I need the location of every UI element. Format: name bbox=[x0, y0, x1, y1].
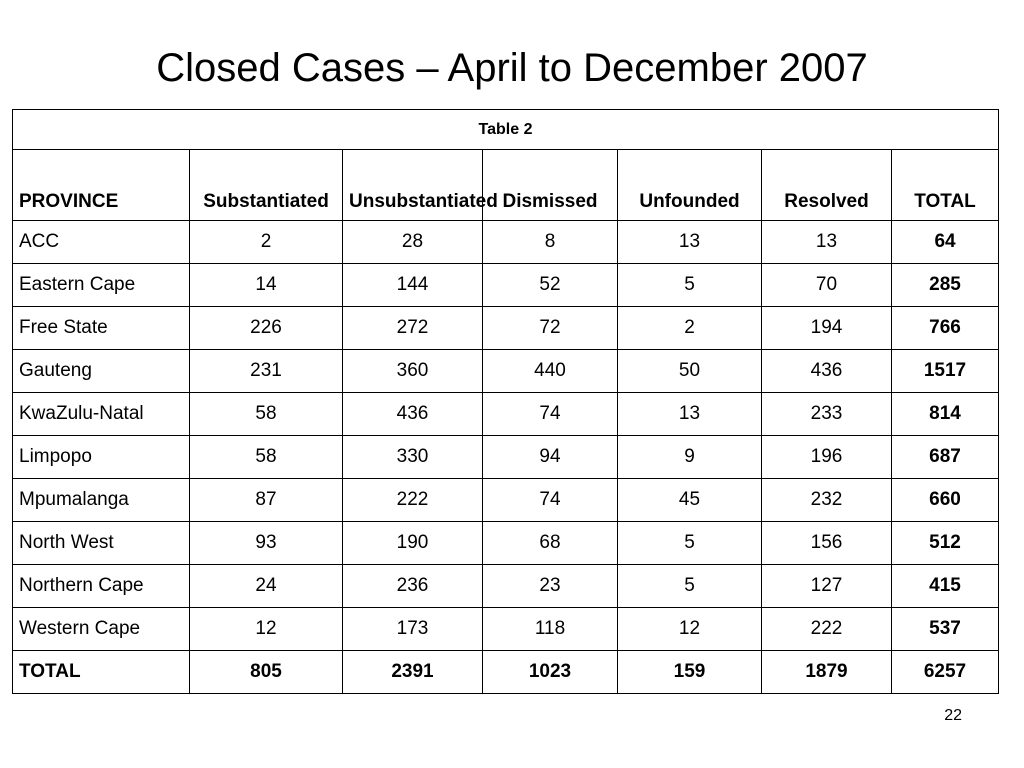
total-substantiated: 805 bbox=[190, 651, 343, 694]
cell-dismissed: 23 bbox=[483, 565, 618, 608]
cell-total: 814 bbox=[892, 393, 999, 436]
cell-total: 660 bbox=[892, 479, 999, 522]
cell-province: ACC bbox=[13, 221, 190, 264]
closed-cases-table bbox=[12, 109, 999, 694]
table-row bbox=[13, 436, 999, 479]
cell-total: 285 bbox=[892, 264, 999, 307]
column-header-province: PROVINCE bbox=[13, 150, 190, 221]
table-row bbox=[13, 608, 999, 651]
cell-substantiated: 2 bbox=[190, 221, 343, 264]
cell-resolved: 233 bbox=[762, 393, 892, 436]
table-row bbox=[13, 307, 999, 350]
cell-unsubstantiated: 28 bbox=[343, 221, 483, 264]
column-header-resolved: Resolved bbox=[762, 150, 892, 221]
total-total: 6257 bbox=[892, 651, 999, 694]
cell-total: 512 bbox=[892, 522, 999, 565]
cell-resolved: 194 bbox=[762, 307, 892, 350]
cell-unfounded: 13 bbox=[618, 393, 762, 436]
cell-total: 415 bbox=[892, 565, 999, 608]
cell-substantiated: 93 bbox=[190, 522, 343, 565]
cell-resolved: 156 bbox=[762, 522, 892, 565]
cell-province: Eastern Cape bbox=[13, 264, 190, 307]
cell-dismissed: 68 bbox=[483, 522, 618, 565]
cell-resolved: 13 bbox=[762, 221, 892, 264]
table-row bbox=[13, 522, 999, 565]
cell-dismissed: 74 bbox=[483, 393, 618, 436]
cell-province: Free State bbox=[13, 307, 190, 350]
cell-dismissed: 72 bbox=[483, 307, 618, 350]
column-header-substantiated: Substantiated bbox=[190, 150, 343, 221]
table-row bbox=[13, 479, 999, 522]
cell-unfounded: 5 bbox=[618, 522, 762, 565]
cell-dismissed: 118 bbox=[483, 608, 618, 651]
table-row bbox=[13, 264, 999, 307]
cell-unsubstantiated: 272 bbox=[343, 307, 483, 350]
total-unsubstantiated: 2391 bbox=[343, 651, 483, 694]
cell-total: 687 bbox=[892, 436, 999, 479]
cell-unsubstantiated: 173 bbox=[343, 608, 483, 651]
cell-province: KwaZulu-Natal bbox=[13, 393, 190, 436]
table-row bbox=[13, 221, 999, 264]
cell-unfounded: 9 bbox=[618, 436, 762, 479]
cell-province: Mpumalanga bbox=[13, 479, 190, 522]
column-header-unfounded: Unfounded bbox=[618, 150, 762, 221]
cell-resolved: 232 bbox=[762, 479, 892, 522]
cell-unfounded: 2 bbox=[618, 307, 762, 350]
cell-unsubstantiated: 436 bbox=[343, 393, 483, 436]
cell-resolved: 70 bbox=[762, 264, 892, 307]
cell-resolved: 127 bbox=[762, 565, 892, 608]
cell-total: 766 bbox=[892, 307, 999, 350]
column-header-unsubstantiated: Unsubstantiated bbox=[343, 150, 483, 221]
cell-unfounded: 12 bbox=[618, 608, 762, 651]
cell-total: 64 bbox=[892, 221, 999, 264]
cell-resolved: 222 bbox=[762, 608, 892, 651]
slide-title: Closed Cases – April to December 2007 bbox=[156, 46, 868, 90]
cell-substantiated: 87 bbox=[190, 479, 343, 522]
cell-unsubstantiated: 236 bbox=[343, 565, 483, 608]
column-header-dismissed: Dismissed bbox=[483, 150, 618, 221]
cell-province: Limpopo bbox=[13, 436, 190, 479]
cell-substantiated: 58 bbox=[190, 393, 343, 436]
cell-unsubstantiated: 360 bbox=[343, 350, 483, 393]
cell-unsubstantiated: 190 bbox=[343, 522, 483, 565]
total-row bbox=[13, 651, 999, 694]
total-province: TOTAL bbox=[13, 651, 190, 694]
caption-row bbox=[13, 110, 999, 150]
total-dismissed: 1023 bbox=[483, 651, 618, 694]
cell-substantiated: 14 bbox=[190, 264, 343, 307]
page-number: 22 bbox=[944, 707, 962, 724]
total-unfounded: 159 bbox=[618, 651, 762, 694]
cell-unfounded: 5 bbox=[618, 565, 762, 608]
cell-unfounded: 50 bbox=[618, 350, 762, 393]
header-row bbox=[13, 150, 999, 221]
cell-dismissed: 52 bbox=[483, 264, 618, 307]
cell-total: 537 bbox=[892, 608, 999, 651]
cell-province: Western Cape bbox=[13, 608, 190, 651]
cell-dismissed: 94 bbox=[483, 436, 618, 479]
table-row bbox=[13, 350, 999, 393]
cell-substantiated: 12 bbox=[190, 608, 343, 651]
table-row bbox=[13, 393, 999, 436]
column-header-total: TOTAL bbox=[892, 150, 999, 221]
table-caption: Table 2 bbox=[13, 110, 999, 150]
cell-unsubstantiated: 144 bbox=[343, 264, 483, 307]
cell-unfounded: 45 bbox=[618, 479, 762, 522]
cell-resolved: 436 bbox=[762, 350, 892, 393]
cell-unfounded: 13 bbox=[618, 221, 762, 264]
cell-dismissed: 74 bbox=[483, 479, 618, 522]
cell-province: Northern Cape bbox=[13, 565, 190, 608]
cell-substantiated: 226 bbox=[190, 307, 343, 350]
cell-unfounded: 5 bbox=[618, 264, 762, 307]
table-row bbox=[13, 565, 999, 608]
cell-resolved: 196 bbox=[762, 436, 892, 479]
cell-unsubstantiated: 330 bbox=[343, 436, 483, 479]
total-resolved: 1879 bbox=[762, 651, 892, 694]
cell-unsubstantiated: 222 bbox=[343, 479, 483, 522]
cell-dismissed: 8 bbox=[483, 221, 618, 264]
cell-province: North West bbox=[13, 522, 190, 565]
cell-dismissed: 440 bbox=[483, 350, 618, 393]
cell-total: 1517 bbox=[892, 350, 999, 393]
cell-substantiated: 58 bbox=[190, 436, 343, 479]
cell-province: Gauteng bbox=[13, 350, 190, 393]
cell-substantiated: 24 bbox=[190, 565, 343, 608]
cell-substantiated: 231 bbox=[190, 350, 343, 393]
